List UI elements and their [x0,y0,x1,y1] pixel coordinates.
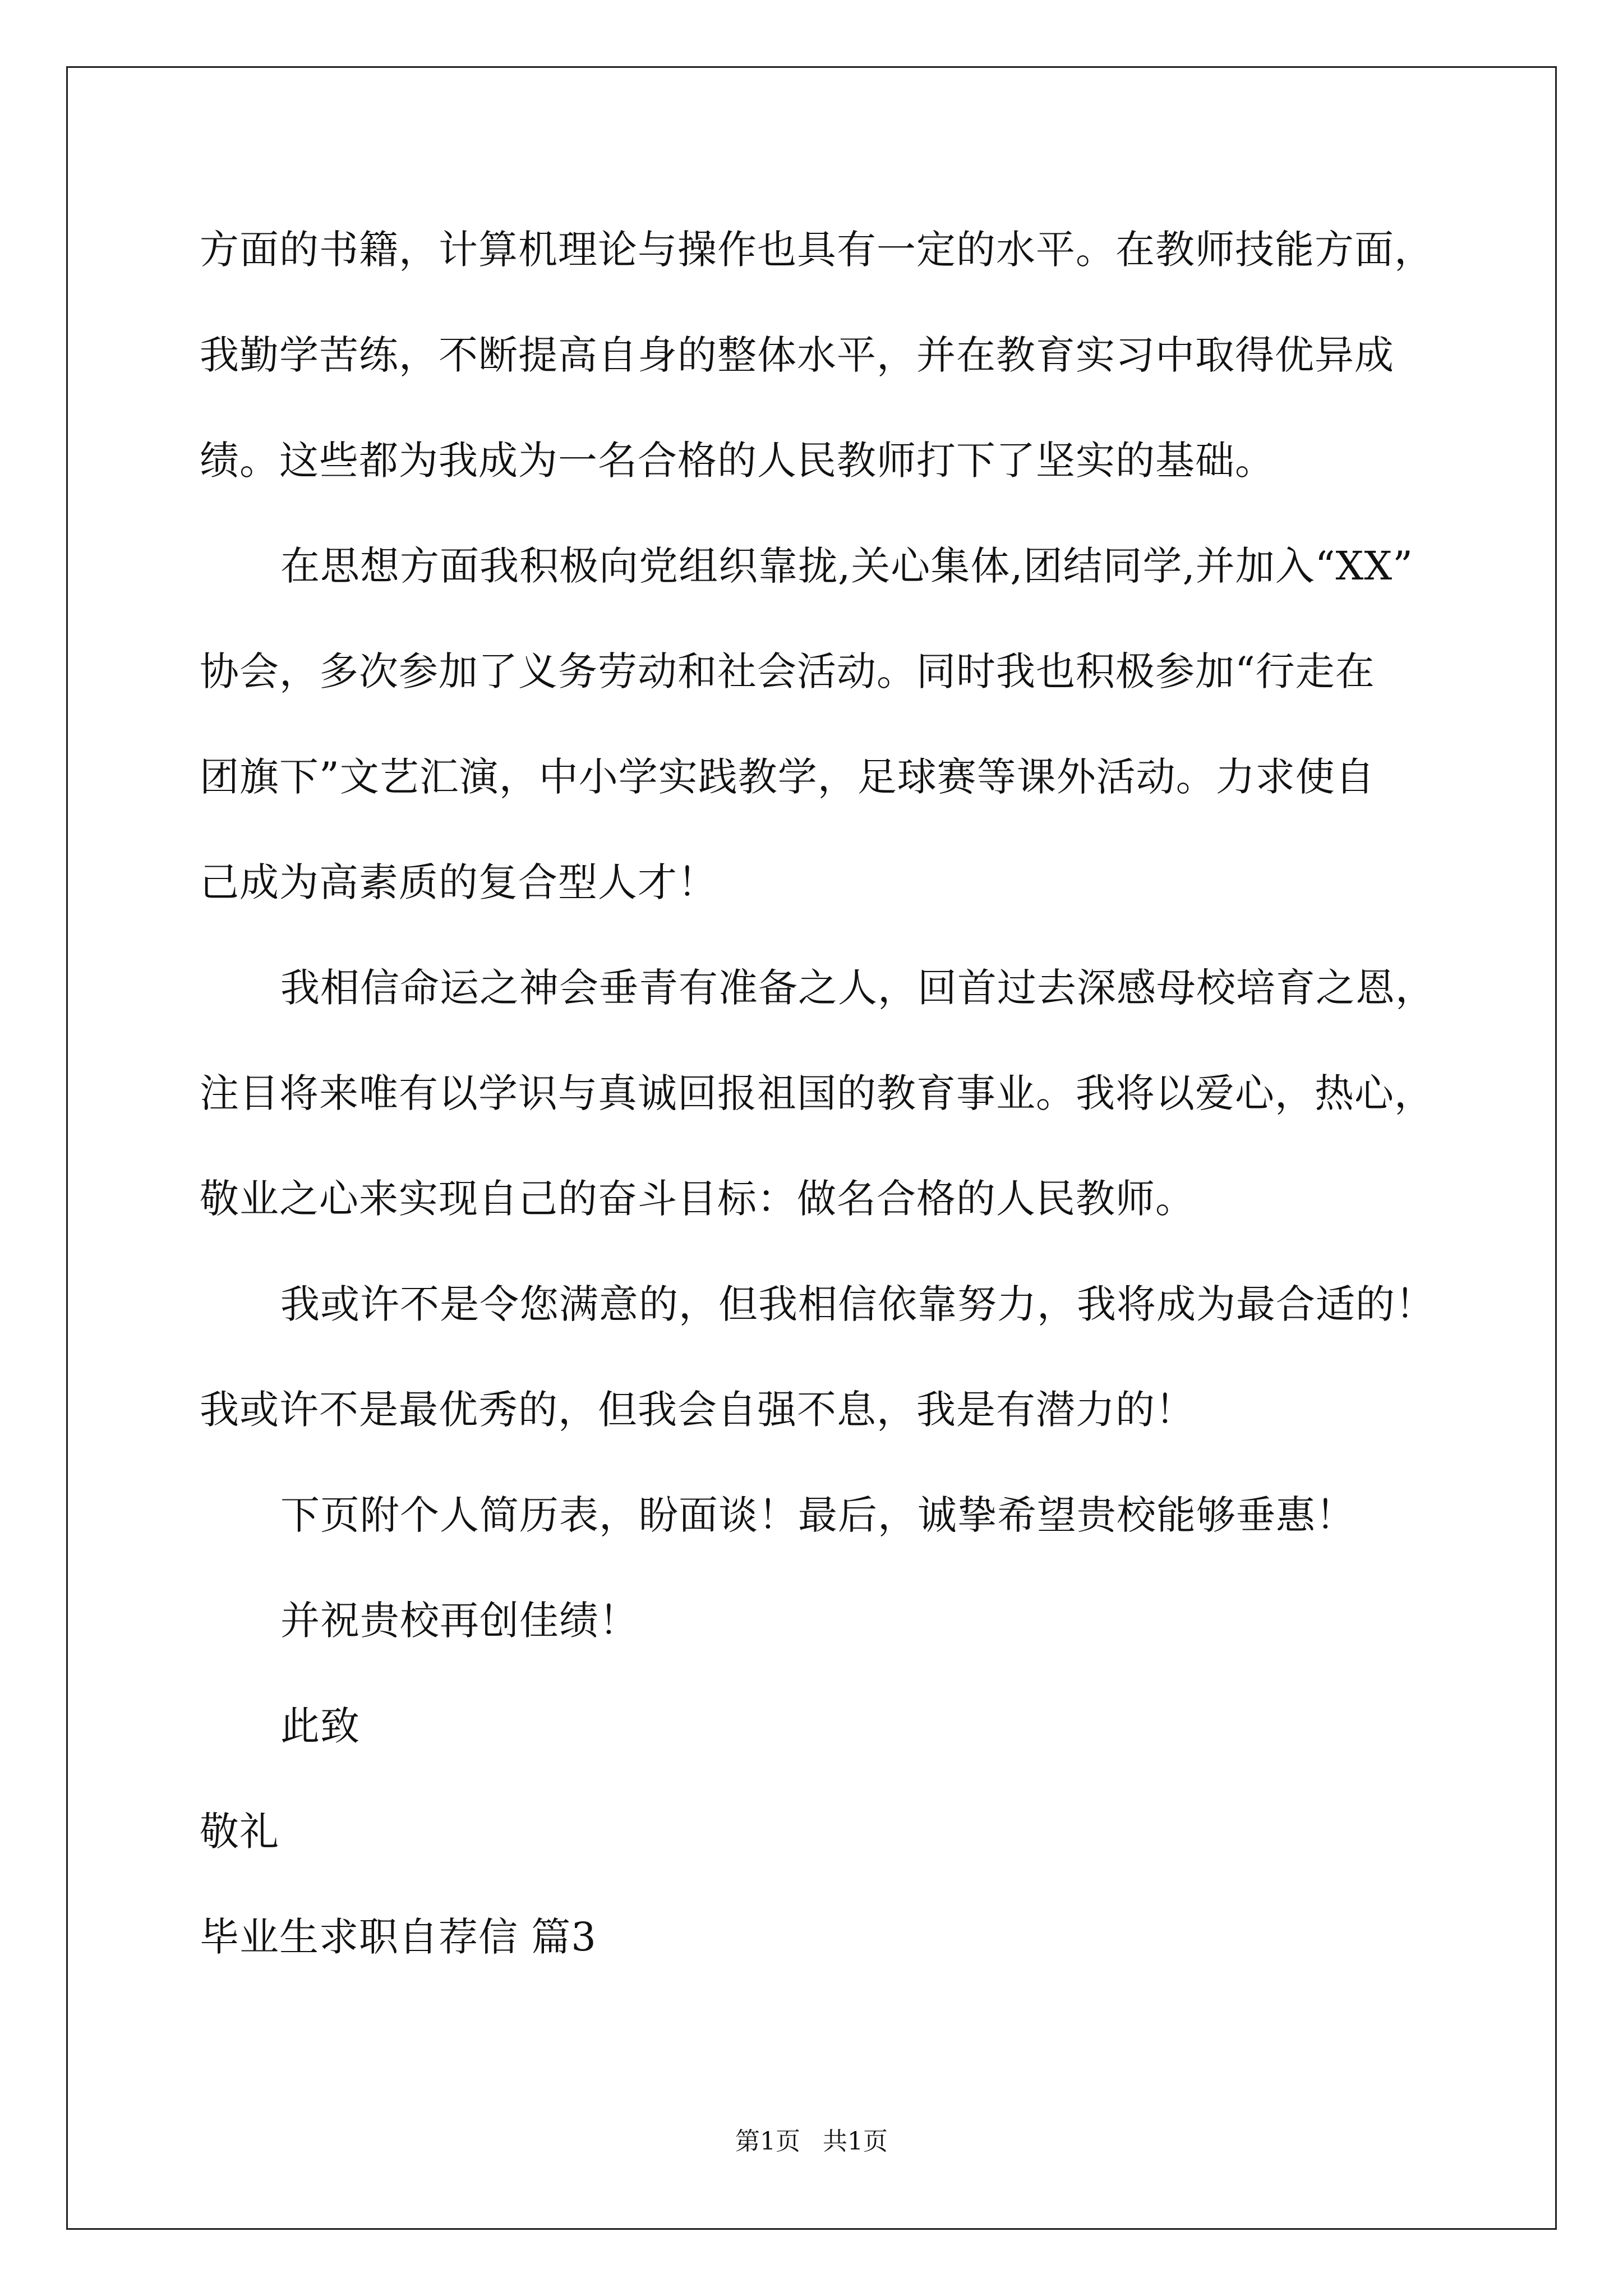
page-footer [0,2129,1623,2154]
body-line-13: 下页附个人简历表，盼面谈！最后，诚挚希望贵校能够垂惠！ [280,1492,1355,1538]
closing-regards: 敬礼 [200,1809,279,1855]
closing-salutation: 此致 [280,1703,360,1749]
page-border [66,66,1557,2230]
body-line-8: 我相信命运之神会垂青有准备之人，回首过去深感母校培育之恩， [280,965,1435,1011]
body-line-5: 协会，多次参加了义务劳动和社会活动。同时我也积极参加“行走在 [200,648,1375,694]
body-line-14: 并祝贵校再创佳绩！ [280,1598,639,1644]
body-line-10: 敬业之心来实现自己的奋斗目标：做名合格的人民教师。 [200,1176,1195,1222]
body-line-6: 团旗下”文艺汇演，中小学实践教学，足球赛等课外活动。力求使自 [200,754,1375,800]
section-heading: 毕业生求职自荐信 篇3 [200,1914,597,1960]
body-line-11: 我或许不是令您满意的，但我相信依靠努力，我将成为最合适的！ [280,1281,1435,1327]
body-line-9: 注目将来唯有以学识与真诚回报祖国的教育事业。我将以爱心，热心， [200,1070,1434,1116]
body-line-7: 己成为高素质的复合型人才！ [200,859,717,905]
page-number: 第1页 [735,2127,800,2156]
body-line-12: 我或许不是最优秀的，但我会自强不息，我是有潜力的！ [200,1387,1195,1433]
body-line-1: 方面的书籍，计算机理论与操作也具有一定的水平。在教师技能方面， [200,227,1434,273]
body-line-2: 我勤学苦练，不断提高自身的整体水平，并在教育实习中取得优异成 [200,332,1394,378]
page-total: 共1页 [823,2127,888,2156]
body-line-3: 绩。这些都为我成为一名合格的人民教师打下了坚实的基础。 [200,438,1275,484]
body-line-4: 在思想方面我积极向党组织靠拢,关心集体,团结同学,并加入“XX” [280,543,1413,589]
